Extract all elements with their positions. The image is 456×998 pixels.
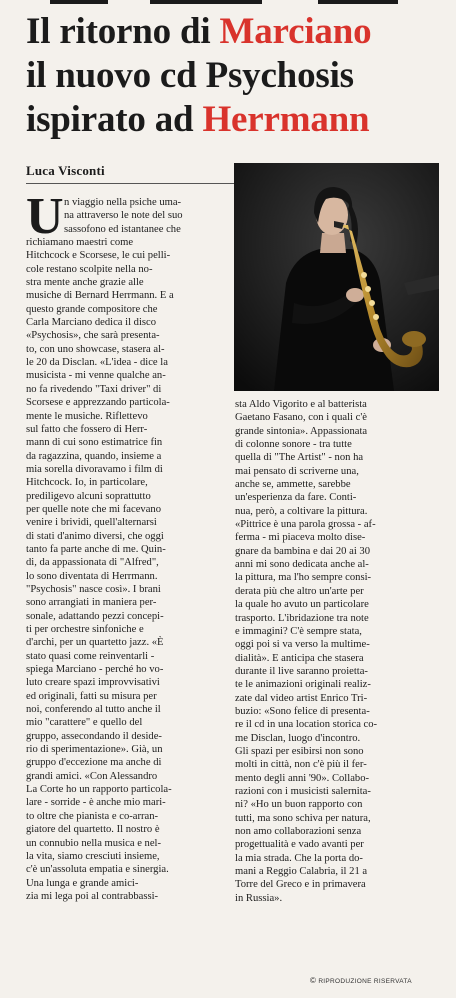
headline-line: il nuovo cd Psychosis: [26, 55, 354, 96]
text-line: di stati d'animo diversi, che oggi: [26, 530, 164, 542]
text-line: lare - sorride - è anche mio mari-: [26, 797, 166, 809]
text-line: grande sintonia». Appassionata: [235, 425, 368, 437]
text-line: ferma - mi piaceva molto dise-: [235, 532, 366, 544]
text-line: questo grande compositore che: [26, 303, 158, 315]
text-line: razioni con i musicisti salernita-: [235, 785, 371, 797]
text-line: sonale, adattando pezzi concepi-: [26, 610, 164, 622]
text-line: anni mi sono dedicata anche al-: [235, 559, 369, 571]
text-line: c'è un'assoluta empatia e sinergia.: [26, 864, 169, 876]
text-line: Carla Marciano dedica il disco: [26, 317, 157, 329]
text-line: ni? «Ho un buon rapporto con: [235, 799, 363, 811]
text-line: musicista - mi venne qualche an-: [26, 370, 166, 382]
text-line: per quelle note che mi facevano: [26, 503, 162, 515]
text-line: oggi poi si va verso la multime-: [235, 639, 370, 651]
text-line: Torre del Greco e in primavera: [235, 879, 366, 891]
text-line: da ragazzina, quando, insieme a: [26, 450, 162, 462]
text-line: giatore del quartetto. Il nostro è: [26, 824, 160, 836]
article-column-1: [26, 188, 222, 903]
text-line: durante il live saranno proietta-: [235, 665, 368, 677]
text-line: venire i brividi, quell'alternarsi: [26, 517, 157, 529]
text-line: grandi amici. «Con Alessandro: [26, 770, 158, 782]
text-line: mento degli anni '90». Collabo-: [235, 772, 370, 784]
text-line: musiche di Bernard Herrmann. E a: [26, 290, 174, 302]
text-line: cole restano scolpite nella no-: [26, 263, 153, 275]
text-line: dialità». E anticipa che stasera: [235, 652, 364, 664]
copyright-notice: © RIPRODUZIONE RISERVATA: [310, 976, 412, 985]
text-line: sassofono ed istantanee che: [64, 223, 181, 235]
text-line: mente le musiche. Riflettevo: [26, 410, 148, 422]
text-line: Hitchcock e Scorsese, le cui pelli-: [26, 250, 171, 262]
text-line: spiega Marciano - perché ho vo-: [26, 664, 164, 676]
text-line: ed originali, fatti su misura per: [26, 690, 157, 702]
text-line: «Psychosis», che sarà presenta-: [26, 330, 160, 342]
text-line: gnare da bambina e dai 20 ai 30: [235, 545, 371, 557]
text-line: lo sono diventata di Herrmann.: [26, 570, 158, 582]
text-line: la pittura, ma l'ho sempre consi-: [235, 572, 372, 584]
text-line: trasporto. L'ibridazione tra note: [235, 612, 369, 624]
text-line: sono arrangiati in maniera per-: [26, 597, 157, 609]
text-line: molti in città, non c'è più il fer-: [235, 759, 367, 771]
byline: Luca Visconti: [26, 163, 105, 178]
text-line: noi, conferendo al tutto anche il: [26, 704, 161, 716]
text-line: no fa rivedendo "Taxi driver" di: [26, 383, 162, 395]
text-line: zia mi lega poi al contrabbassi-: [26, 890, 159, 902]
text-line: non amo collaborazioni senza: [235, 826, 362, 837]
text-line: La Corte ho un rapporto particola-: [26, 784, 172, 796]
text-line: «Pittrice è una parola grossa - af-: [235, 519, 376, 531]
text-line: mann di cui sono estimatrice fin: [26, 437, 163, 449]
text-line: luto creare spazi improvvisativi: [26, 677, 160, 689]
text-line: Gli spazi per esibirsi non sono: [235, 745, 364, 757]
text-line: la mia strada. Che la porta do-: [235, 852, 363, 864]
text-line: la vita, siamo cresciuti insieme,: [26, 850, 160, 862]
text-line: un'esperienza da fare. Conti-: [235, 492, 357, 504]
text-line: stra mente anche grazie alle: [26, 277, 144, 289]
headline-line: Il ritorno di Marciano: [26, 11, 372, 52]
text-line: nua, però, a coltivare la pittura.: [235, 505, 368, 517]
text-line: mio "carattere" e quello del: [26, 717, 143, 729]
top-rule: [0, 0, 456, 4]
text-line: le 20 da Disclan. «L'idea - dice la: [26, 357, 168, 369]
text-line: to oltre che pianista e co-arran-: [26, 810, 159, 822]
text-line: sta Aldo Vigorito e al batterista: [235, 399, 367, 410]
text-line: progettualità e vado avanti per: [235, 839, 364, 851]
text-line: "Psychosis" nasce così». I brani: [26, 583, 161, 595]
text-line: na attraverso le note del suo: [64, 210, 183, 222]
text-line: d'archi, per un quartetto jazz. «È: [26, 637, 164, 649]
text-line: di colonne sonore - tra tutte: [235, 439, 352, 451]
text-line: Hitchcock. Io, in particolare,: [26, 477, 148, 489]
saxophonist-photo: [234, 163, 439, 391]
text-line: to, con uno showcase, stasera al-: [26, 343, 165, 355]
text-line: derata più che altro un'arte per: [235, 585, 364, 597]
text-line: stato quasi come reinventarli -: [26, 650, 155, 662]
text-line: Una lunga e grande amici-: [26, 877, 139, 889]
text-line: buzio: «Sono felice di presenta-: [235, 705, 370, 717]
text-line: zate dal video artist Enrico Tri-: [235, 692, 368, 704]
text-line: quella di "The Artist" - non ha: [235, 452, 364, 464]
text-line: prediligevo alcuni soprattutto: [26, 490, 151, 502]
headline: [26, 10, 446, 142]
text-line: mani a Reggio Calabria, il 21 a: [235, 866, 368, 878]
text-line: in Russia».: [235, 892, 283, 904]
text-line: rio di sperimentazione». Già, un: [26, 744, 163, 756]
drop-cap: U: [26, 188, 64, 245]
text-line: richiamano maestri come: [26, 237, 134, 249]
text-line: re il cd in una location storica co-: [235, 719, 378, 731]
text-line: te le animazioni originali realiz-: [235, 679, 371, 691]
text-line: la quale ho avuto un particolare: [235, 599, 369, 611]
text-line: tutti, ma sono schiva per natura,: [235, 812, 371, 824]
text-line: gruppo d'eccezione ma anche di: [26, 757, 162, 769]
text-line: mia sorella divoravamo i film di: [26, 463, 163, 475]
text-line: di, da appassionata di "Alfred",: [26, 557, 159, 569]
text-line: sul fatto che fossero di Herr-: [26, 423, 148, 435]
text-line: mai pensato di scriverne una,: [235, 465, 359, 477]
text-line: Scorsese e apprezzando particola-: [26, 397, 170, 409]
text-line: anche se, ammette, sarebbe: [235, 479, 351, 491]
text-line: ti per orchestre sinfoniche e: [26, 624, 144, 635]
headline-line: ispirato ad Herrmann: [26, 99, 370, 140]
text-line: e immagini? C'è sempre stata,: [235, 625, 362, 637]
text-line: Gaetano Fasano, con i quali c'è: [235, 412, 367, 424]
text-line: me Disclan, luogo d'incontro.: [235, 732, 361, 744]
article-column-2: [235, 398, 440, 905]
text-line: tanto fa parte anche di me. Quin-: [26, 543, 166, 555]
text-line: un connubio nella musica e nel-: [26, 837, 162, 849]
text-line: n viaggio nella psiche uma-: [64, 197, 182, 208]
text-line: gruppo, assecondando il deside-: [26, 730, 162, 742]
